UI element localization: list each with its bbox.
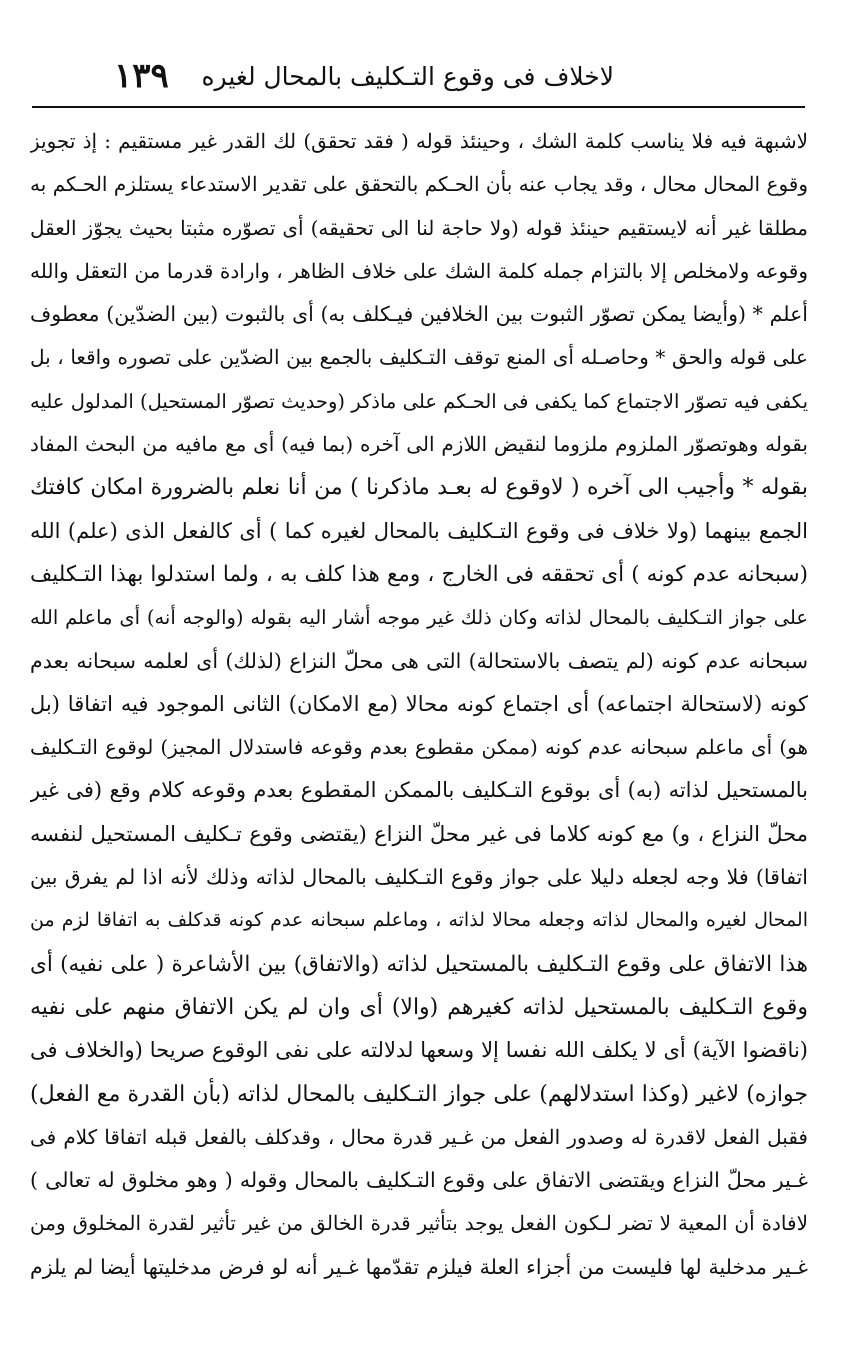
text-line: على قوله والحق * وحاصـله أى المنع توقف التـكليف بالجمع بين الضدّين على تصوره واقعا ، بل xyxy=(30,345,808,370)
text-line: محلّ النزاع ، و) مع كونه كلاما فى غير محلّ النزاع (يقتضى وقوع تـكليف المستحيل لنفسه xyxy=(30,821,808,846)
text-line: هذا الاتفاق على وقوع التـكليف بالمستحيل لذاته (والاتفاق) بين الأشاعرة ( على نفيه) أى xyxy=(30,951,808,977)
main-text xyxy=(30,120,808,1289)
text-line: فقبل الفعل لاقدرة له وصدور الفعل من غـير قدرة محال ، وقدكلف بالفعل قبله اتفاقا كلام فى xyxy=(30,1124,808,1149)
text-line: اتفاقا) فلا وجه لجعله دليلا على جواز وقوع التـكليف بالمحال لذاته وذلك لأنه اذا لم يفرق بين xyxy=(30,865,808,890)
text-line: غـير محلّ النزاع ويقتضى الاتفاق على وقوع التـكليف بالمحال وقوله ( وهو مخلوق له تعالى ) xyxy=(30,1168,808,1193)
text-line: المحال لغيره والمحال لذاته وجعله محالا لذاته ، وماعلم سبحانه عدم كونه قدكلف به اتفاقا لزم من xyxy=(30,909,808,932)
text-line: (سبحانه عدم كونه ) أى تحققه فى الخارج ، ومع هذا كلف به ، ولما استدلوا بهذا التـكليف xyxy=(30,561,808,587)
text-line: (ناقضوا الآية) أى لا يكلف الله نفسا إلا وسعها لدلالته على نفى الوقوع صريحا (والخلاف فى xyxy=(30,1038,808,1063)
text-line: غـير مدخلية لها فليست من أجزاء العلة فيلزم تقدّمها غـير أنه لو فرض مدخليتها أيضا لم يلزم xyxy=(30,1254,808,1279)
text-line: بالمستحيل لذاته (به) أى بوقوع التـكليف بالممكن المقطوع بعدم وقوعه كلام وقع (فى غير xyxy=(30,778,808,803)
text-line: أعلم * (وأيضا يمكن تصوّر الثبوت بين الخلافين فيـكلف به) أى بالثبوت (بين الضدّين) معطوف xyxy=(30,302,808,327)
text-line: وقوعه ولامخلص إلا بالتزام جمله كلمة الشك على خلاف الظاهر ، وارادة قدرما من التعقل والله xyxy=(30,258,808,283)
page-number: ١٣٩ xyxy=(114,56,169,96)
header-rule xyxy=(32,106,805,108)
text-line: جوازه) لاغير (وكذا استدلالهم) على جواز التـكليف بالمحال لذاته (بأن القدرة مع الفعل) xyxy=(30,1081,808,1107)
text-line: وقوع المحال محال ، وقد يجاب عنه بأن الحـكم بالتحقق على تقدير الاستدعاء يستلزم الحـكم به xyxy=(30,172,808,197)
text-line: سبحانه عدم كونه (لم يتصف بالاستحالة) التى هى محلّ النزاع (لذلك) أى لعلمه سبحانه بعدم xyxy=(30,648,808,673)
text-line: الجمع بينهما (ولا خلاف فى وقوع التـكليف بالمحال لغيره كما ) أى كالفعل الذى (علم) الله xyxy=(30,518,808,543)
text-line: مطلقا غير أنه لايستقيم حينئذ قوله (ولا حاجة لنا الى تحقيقه) أى تصوّره مثبتا بحيث يجوّز العقل xyxy=(30,215,808,240)
running-title: لاخلاف فى وقوع التـكليف بالمحال لغيره xyxy=(201,62,614,91)
text-line: على جواز التـكليف بالمحال لذاته وكان ذلك غير موجه أشار اليه بقوله (والوجه أنه) أى ماعلم الله xyxy=(30,606,808,630)
text-line: بقوله * وأجيب الى آخره ( لاوقوع له بعـد ماذكرنا ) من أنا نعلم بالضرورة امكان كافتك xyxy=(30,475,808,501)
text-line: بقوله وهوتصوّر الملزوم ملزوما لنقيض اللازم الى آخره (بما فيه) أى مع مافيه من البحث المفاد xyxy=(30,432,808,457)
text-line: لافادة أن المعية لا تضر لـكون الفعل يوجد بتأثير قدرة الخالق من غير تأثير لقدرة المخلوق ومن xyxy=(30,1211,808,1236)
text-line: كونه (لاستحالة اجتماعه) أى اجتماع كونه محالا (مع الامكان) الثانى الموجود فيه اتفاقا (بل xyxy=(30,691,808,716)
text-line: هو) أى ماعلم سبحانه عدم كونه (ممكن مقطوع بعدم وقوعه فاستدلال المجيز) لوقوع التـكليف xyxy=(30,735,808,760)
text-line: يكفى فيه تصوّر الاجتماع كما يكفى فى الحـكم على ماذكر (وحديث تصوّر المستحيل) المدلول عليه xyxy=(30,389,808,413)
text-line: وقوع التـكليف بالمستحيل لذاته كغيرهم (والا) أى وان لم يكن الاتفاق منهم على نفيه xyxy=(30,994,808,1020)
page-header xyxy=(34,54,804,104)
text-line: لاشبهة فيه فلا يناسب كلمة الشك ، وحينئذ قوله ( فقد تحقق) لك القدر غير مستقيم : إذ تجويز xyxy=(30,129,808,153)
